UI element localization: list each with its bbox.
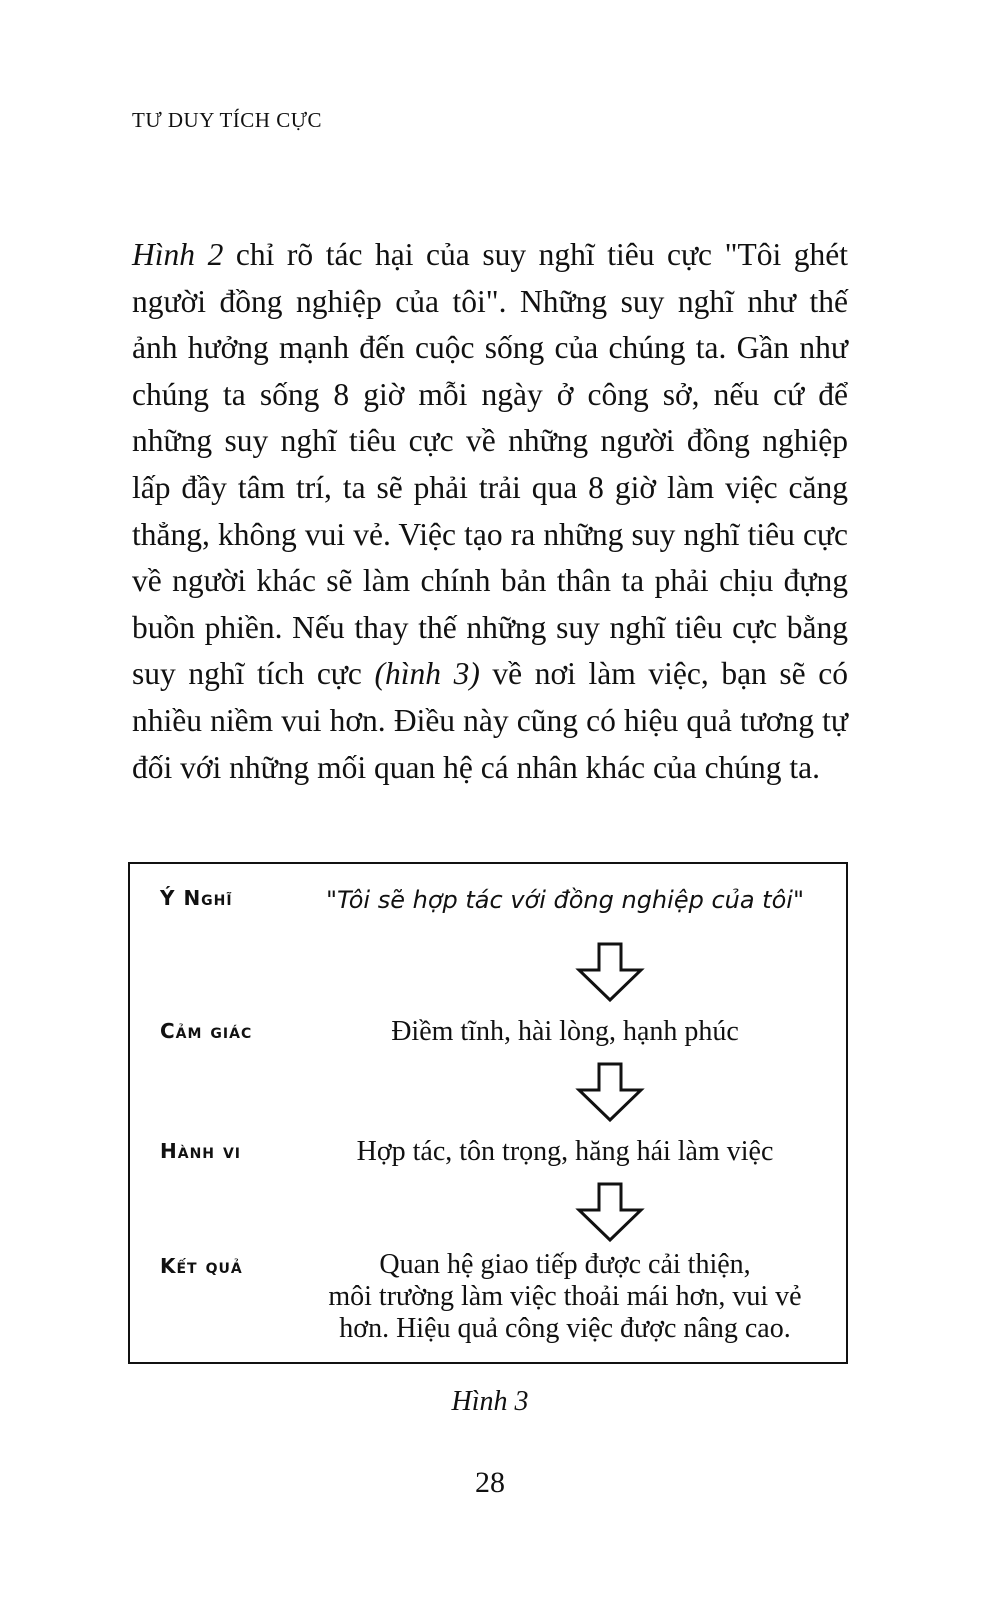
running-header: TƯ DUY TÍCH CỰC <box>132 108 323 132</box>
figure-reference-2: (hình 3) <box>374 656 480 692</box>
paragraph-text-part2: về nơi làm việc, bạn sẽ có nhiều niềm vui hơn. Điều này cũng có hiệu quả tương tự đối với những mối quan hệ cá nhân khác của chúng ta. <box>132 656 848 785</box>
value-behavior: Hợp tác, tôn trọng, hăng hái làm việc <box>356 1136 774 1167</box>
down-arrow-icon <box>575 1062 645 1124</box>
paragraph-text-part1: chỉ rõ tác hại của suy nghĩ tiêu cực "Tôi ghét người đồng nghiệp của tôi". Những suy nghĩ như thế ảnh hưởng mạnh đến cuộc sống của chúng ta. Gần như chúng ta sống 8 giờ mỗi ngày ở công sở, nếu cứ để những suy nghĩ tiêu cực về những người đồng nghiệp lấp đầy tâm trí, ta sẽ phải trải qua 8 giờ làm việc căng thẳng, không vui vẻ. Việc tạo ra những suy nghĩ tiêu cực về người khác sẽ làm chính bản thân ta phải chịu đựng buồn phiền. Nếu thay thế những suy nghĩ tiêu cực bằng suy nghĩ tích cực <box>132 237 848 692</box>
body-paragraph <box>132 232 848 791</box>
value-feeling: Điềm tĩnh, hài lòng, hạnh phúc <box>391 1016 739 1047</box>
thought-chain-diagram <box>128 862 848 1364</box>
figure-caption: Hình 3 <box>451 1386 529 1417</box>
label-feeling: Cảm giác <box>160 1019 253 1043</box>
result-line-3: hơn. Hiệu quả công việc được nâng cao. <box>339 1313 791 1344</box>
result-line-2: môi trường làm việc thoải mái hơn, vui vẻ <box>328 1281 802 1312</box>
result-line-1: Quan hệ giao tiếp được cải thiện, <box>379 1249 751 1280</box>
label-behavior: Hành vi <box>160 1139 242 1163</box>
label-thought: Ý Nghĩ <box>160 886 233 910</box>
down-arrow-icon <box>575 1182 645 1244</box>
label-result: Kết quả <box>160 1254 243 1278</box>
down-arrow-icon <box>575 942 645 1004</box>
figure-reference: Hình 2 <box>132 237 224 272</box>
value-thought: "Tôi sẽ hợp tác với đồng nghiệp của tôi" <box>326 886 804 914</box>
value-result <box>300 1249 830 1345</box>
page-number: 28 <box>475 1466 505 1499</box>
